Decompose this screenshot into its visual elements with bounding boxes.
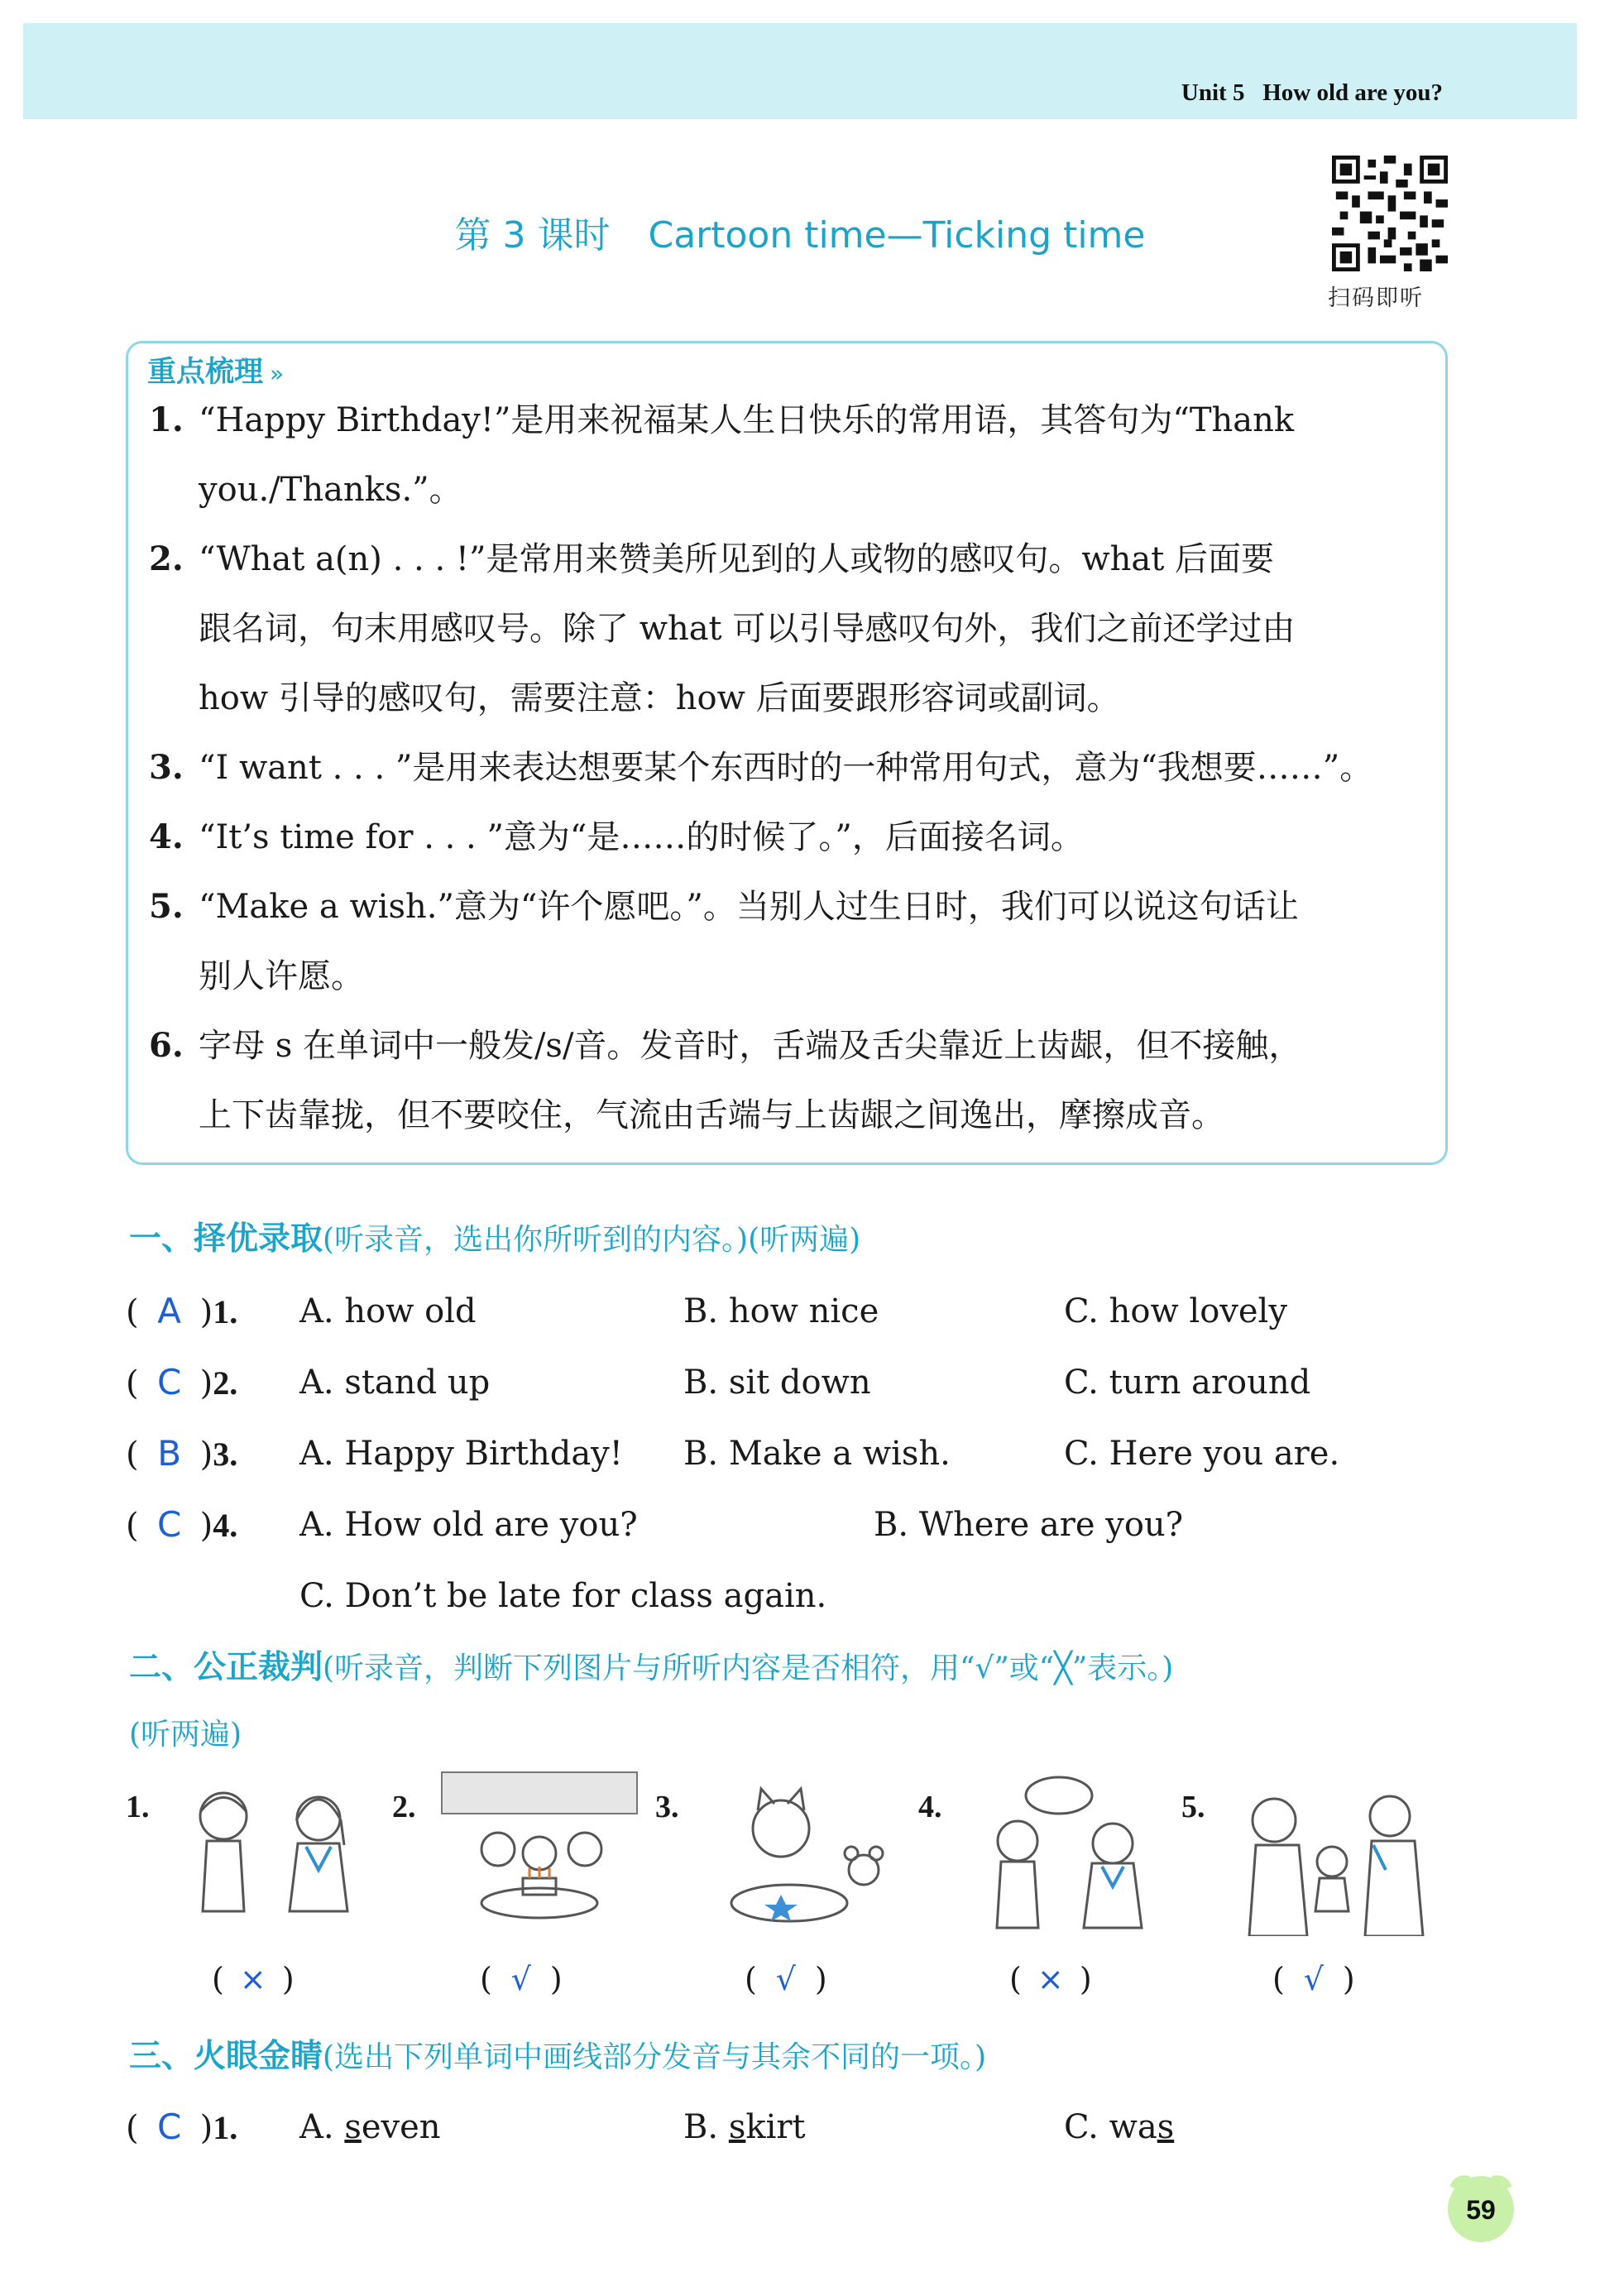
answer-mark: C bbox=[156, 1504, 182, 1545]
question-3: ( B )3. bbox=[126, 1433, 238, 1474]
section1-title: 一、择优录取(听录音，选出你所听到的内容。)(听两遍) bbox=[129, 1220, 861, 1258]
option-b: B. Make a wish. bbox=[683, 1435, 951, 1473]
cat-and-mouse-cake-picture bbox=[715, 1771, 913, 1936]
question-2: ( C )2. bbox=[126, 1362, 238, 1402]
picture-answer: ( √ ) bbox=[745, 1961, 827, 1997]
unit-label: Unit 5 How old are you? bbox=[1181, 79, 1443, 106]
option-c: C. how lovely bbox=[1064, 1292, 1287, 1330]
keypoint-text: how 引导的感叹句，需要注意：how 后面要跟形容词或副词。 bbox=[199, 679, 1120, 717]
section3-title: 三、火眼金睛(选出下列单词中画线部分发音与其余不同的一项。) bbox=[129, 2038, 987, 2075]
option-a: A. how old bbox=[299, 1292, 477, 1330]
section2-note: (听两遍) bbox=[129, 1718, 242, 1752]
two-children-talking-picture bbox=[174, 1771, 372, 1936]
picture-number: 1. bbox=[126, 1790, 150, 1824]
picture-answer: ( × ) bbox=[1009, 1961, 1092, 1997]
answer-mark: C bbox=[156, 2107, 182, 2147]
answer-mark: A bbox=[157, 1291, 181, 1331]
picture-number: 5. bbox=[1181, 1790, 1205, 1824]
qr-caption: 扫码即听 bbox=[1328, 285, 1424, 311]
question-1: ( A )1. bbox=[126, 1291, 238, 1331]
keypoint-line: 4. bbox=[149, 817, 184, 856]
qr-code-icon[interactable] bbox=[1332, 156, 1448, 271]
man-giving-toy-picture bbox=[1233, 1771, 1431, 1936]
keypoint-text: you./Thanks.”。 bbox=[199, 471, 462, 509]
keypoints-title: 重点梳理 » bbox=[147, 356, 285, 389]
option-c: C. turn around bbox=[1064, 1364, 1311, 1402]
keypoint-text: 字母 s 在单词中一般发/s/音。发音时，舌端及舌尖靠近上齿龈，但不接触， bbox=[199, 1027, 1302, 1065]
option-a: A. How old are you? bbox=[299, 1506, 638, 1544]
birthday-party-picture bbox=[440, 1771, 639, 1936]
keypoint-line: 3. bbox=[149, 748, 184, 787]
keypoint-text: “Happy Birthday!”是用来祝福某人生日快乐的常用语，其答句为“Thank bbox=[199, 401, 1295, 439]
picture-answer: ( √ ) bbox=[1272, 1961, 1355, 1997]
keypoint-line: 1. bbox=[149, 400, 184, 439]
option-b: B. sit down bbox=[683, 1364, 871, 1402]
picture-answer: ( √ ) bbox=[480, 1961, 563, 1997]
keypoint-line: 2. bbox=[149, 539, 184, 578]
keypoint-text: “I want . . . ”是用来表达想要某个东西时的一种常用句式，意为“我想要……”。 bbox=[199, 749, 1373, 787]
option-a: A. stand up bbox=[299, 1364, 491, 1402]
lesson-title: 第 3 课时 Cartoon time—Ticking time bbox=[454, 214, 1146, 256]
option-c: C. Here you are. bbox=[1064, 1435, 1340, 1473]
picture-number: 4. bbox=[918, 1790, 942, 1824]
keypoint-text: 跟名词，句末用感叹号。除了 what 可以引导感叹句外，我们之前还学过由 bbox=[199, 610, 1296, 648]
option-b: B. Where are you? bbox=[874, 1506, 1184, 1544]
option-c: C. Don’t be late for class again. bbox=[299, 1577, 827, 1615]
page-number-badge bbox=[1441, 2168, 1521, 2247]
keypoint-text: 上下齿靠拢，但不要咬住，气流由舌端与上齿龈之间逸出，摩擦成音。 bbox=[199, 1096, 1224, 1134]
children-thinking-of-cake-picture bbox=[968, 1771, 1166, 1936]
picture-number: 3. bbox=[655, 1790, 679, 1824]
section2-title: 二、公正裁判(听录音，判断下列图片与所听内容是否相符，用“√”或“╳”表示。) bbox=[129, 1649, 1174, 1686]
picture-answer: ( × ) bbox=[212, 1961, 295, 1997]
option-b: B. skirt bbox=[683, 2108, 806, 2146]
option-b: B. how nice bbox=[683, 1292, 879, 1330]
picture-number: 2. bbox=[392, 1790, 416, 1824]
option-a: A. Happy Birthday! bbox=[299, 1435, 623, 1473]
option-a: A. seven bbox=[299, 2108, 441, 2146]
keypoint-text: “It’s time for . . . ”意为“是……的时候了。”，后面接名词。 bbox=[199, 818, 1084, 856]
question-4: ( C )4. bbox=[126, 1504, 238, 1545]
page-number: 59 bbox=[1466, 2195, 1496, 2225]
keypoint-text: “Make a wish.”意为“许个愿吧。”。当别人过生日时，我们可以说这句话让 bbox=[199, 888, 1299, 926]
keypoint-text: “What a(n) . . . !”是常用来赞美所见到的人或物的感叹句。what 后面要 bbox=[199, 540, 1275, 578]
question-1: ( C )1. bbox=[126, 2107, 238, 2147]
answer-mark: C bbox=[156, 1362, 182, 1402]
answer-mark: B bbox=[157, 1433, 182, 1474]
keypoint-text: 别人许愿。 bbox=[199, 957, 364, 995]
keypoint-line: 6. bbox=[149, 1026, 184, 1065]
keypoint-line: 5. bbox=[149, 887, 184, 926]
option-c: C. was bbox=[1064, 2108, 1175, 2146]
